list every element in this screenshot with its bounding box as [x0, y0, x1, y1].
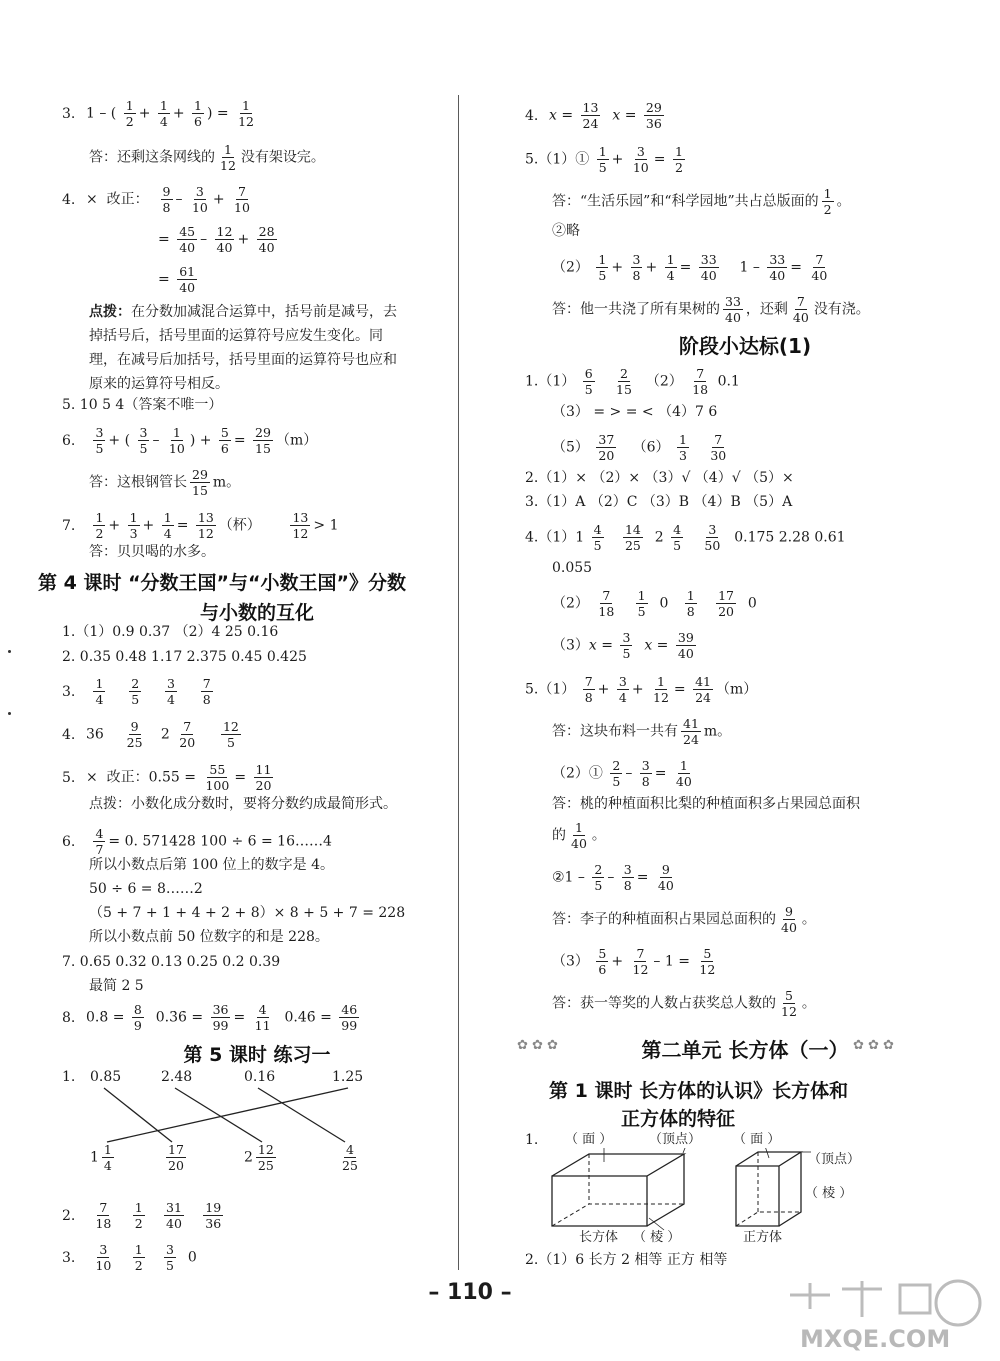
l5-bottom-0: 1 $\frac{1}{4}$ — [90, 1142, 112, 1173]
q4-line2: = $\frac{45}{40}$ – $\frac{12}{40}$ + $\frac{28}{40}$ — [158, 224, 275, 255]
page-number: – 110 – — [428, 1280, 512, 1305]
l4-q4: 4. 36 $\frac{9}{25}$ 2 $\frac{7}{20}$ $\frac{12}{5}$ — [62, 719, 239, 750]
site-watermark-logo — [780, 1275, 995, 1355]
margin-dot — [8, 712, 11, 715]
lesson4-title: 第 4 课时 “分数王国”与“小数王国”》分数 — [38, 572, 407, 594]
s-q4-1: 4.（1）1 $\frac{4}{5}$ $\frac{14}{25}$ 2 $\frac{4}{5}$ $\frac{3}{50}$ 0.175 2.28 0.61 — [525, 522, 846, 553]
q4-line3: = $\frac{61}{40}$ — [158, 264, 196, 295]
q4-tip-4: 原来的运算符号相反。 — [89, 376, 229, 392]
l5-bottom-1: $\frac{17}{20}$ — [168, 1142, 184, 1173]
cube-vertex-label: （顶点） — [808, 1152, 861, 1167]
unit2-lesson1-title-cont: 正方体的特征 — [621, 1108, 736, 1130]
l4-q6-line4: （5 + 7 + 1 + 4 + 2 + 8）× 8 + 5 + 7 = 228 — [89, 905, 406, 921]
l4-tip: 点拨：小数化成分数时，要将分数约成最简形式。 — [89, 796, 397, 812]
l4-q3: 3. $\frac{1}{4}$ $\frac{2}{5}$ $\frac{3}{4}$ $\frac{7}{8}$ — [62, 676, 211, 707]
q3-answer: 答：还剩这条网线的 $\frac{1}{12}$ 没有架设完。 — [89, 142, 325, 173]
q5: 5. 10 5 4（答案不唯一） — [62, 397, 223, 413]
l4-q5: 5. × 改正：0.55 = $\frac{55}{100}$ = $\frac{11}{20}$ — [62, 762, 272, 793]
r-q5-lue: ②略 — [552, 223, 580, 239]
s-q1-1: 1.（1） $\frac{6}{5}$ $\frac{2}{15}$ （2） $\frac{7}{18}$ 0.1 — [525, 366, 740, 397]
q4-line1: 4. × 改正： $\frac{9}{8}$ – $\frac{3}{10}$ + $\frac{7}{10}$ — [62, 184, 250, 215]
u2-q1: 1. — [525, 1132, 539, 1148]
l4-q1: 1.（1）0.9 0.37 （2）4 25 0.16 — [62, 624, 279, 640]
cuboid-figure — [549, 1148, 719, 1238]
l4-q6-line2: 所以小数点后第 100 位上的数字是 4。 — [89, 857, 334, 873]
lesson4-title-cont: 与小数的互化 — [199, 602, 314, 624]
svg-text:MXQE.COM: MXQE.COM — [800, 1325, 951, 1353]
l5-top-2: 0.16 — [244, 1069, 276, 1085]
unit2-lesson1-title: 第 1 课时 长方体的认识》长方体和 — [549, 1080, 849, 1102]
cube-figure — [733, 1148, 813, 1238]
l4-q8: 8. 0.8̇ = $\frac{8}{9}$ 0.3̇6̇ = $\frac{36}{99}$ = $\frac{4}{11}$ 0.4̇6̇ = $\frac{46}{99}$ — [62, 1002, 358, 1033]
r-q5-2: （2） $\frac{1}{5}$ + $\frac{3}{8}$ + $\frac{1}{4}$ = $\frac{33}{40}$ 1 – $\frac{33}{40}$ = $\frac{7}{40}$ — [552, 252, 828, 283]
s-q5-2-answer2: 的 $\frac{1}{40}$ 。 — [552, 820, 606, 851]
cuboid-edge-label: （ 棱 ） — [633, 1230, 681, 1245]
decor-right: ✿ ✿ ✿ — [853, 1038, 894, 1053]
s-q1-5: （5） $\frac{37}{20}$ （6） $\frac{1}{3}$ $\frac{7}{30}$ — [552, 432, 727, 463]
cuboid-name: 长方体 — [579, 1230, 619, 1245]
stage-title: 阶段小达标(1) — [678, 334, 812, 358]
l5-top-3: 1.25 — [332, 1069, 364, 1085]
l4-q6-line3: 50 ÷ 6 = 8……2 — [89, 881, 203, 897]
lesson5-title: 第 5 课时 练习一 — [183, 1044, 331, 1066]
q3-equation: 3. 1 – ( $\frac{1}{2}$ + $\frac{1}{4}$ + $\frac{1}{6}$ ) = $\frac{1}{12}$ — [62, 98, 254, 129]
q7-equation: 7. $\frac{1}{2}$ + $\frac{1}{3}$ + $\frac{1}{4}$ = $\frac{13}{12}$ （杯） $\frac{13}{12}$ > 1 — [62, 510, 339, 541]
s-q4-l2: 0.055 — [552, 560, 593, 576]
s-q3: 3.（1）A （2）C （3）B （4）B （5）A — [525, 494, 793, 510]
l4-q7: 7. 0.65 0.32 0.13 0.25 0.2 0.39 — [62, 954, 281, 970]
cube-name: 正方体 — [743, 1230, 783, 1245]
l4-q7-line2: 最简 2 5 — [89, 978, 144, 994]
q4-tip-2: 掉括号后，括号里面的运算符号应发生变化。同 — [89, 328, 383, 344]
l5-top-1: 2.48 — [161, 1069, 193, 1085]
q6-equation: 6. $\frac{3}{5}$ + ( $\frac{3}{5}$ – $\frac{1}{10}$ ) + $\frac{5}{6}$ = $\frac{29}{15}$ （m） — [62, 425, 318, 456]
r-q4: 4. x = $\frac{13}{24}$ x = $\frac{29}{36}$ — [525, 100, 662, 131]
u2-q2: 2.（1）6 长方 2 相等 正方 相等 — [525, 1252, 728, 1268]
l4-q6: 6. $\frac{4}{7}$ = 0. 571428 100 ÷ 6 = 16……4 — [62, 826, 332, 857]
cuboid-face-label: （ 面 ） — [565, 1132, 613, 1147]
q4-tip-1: 点拨：在分数加减混合运算中，括号前是减号，去 — [89, 304, 397, 320]
margin-dot — [8, 650, 11, 653]
cube-face-label: （ 面 ） — [733, 1132, 781, 1147]
s-q5-2b-answer: 答：李子的种植面积占果园总面积的 $\frac{9}{40}$ 。 — [552, 904, 816, 935]
r-q5-answer: 答：“生活乐园”和“科学园地”共占总版面的 $\frac{1}{2}$ 。 — [552, 186, 851, 217]
r-q5-1: 5.（1）① $\frac{1}{5}$ + $\frac{3}{10}$ = $\frac{1}{2}$ — [525, 144, 683, 175]
s-q5-2: （2）① $\frac{2}{5}$ – $\frac{3}{8}$ = $\frac{1}{40}$ — [552, 758, 692, 789]
l5-top-0: 0.85 — [90, 1069, 122, 1085]
q4-tip-3: 理，在减号后加括号，括号里面的运算符号也应和 — [89, 352, 397, 368]
s-q2: 2.（1）× （2）× （3）√ （4）√ （5）× — [525, 470, 794, 486]
s-q5-1: 5.（1） $\frac{7}{8}$ + $\frac{3}{4}$ + $\frac{1}{12}$ = $\frac{41}{24}$ （m） — [525, 674, 758, 705]
s-q5-2-answer: 答：桃的种植面积比梨的种植面积多占果园总面积 — [552, 796, 860, 812]
r-q5-2-answer: 答：他一共浇了所有果树的 $\frac{33}{40}$ ，还剩 $\frac{7}{40}$ 没有浇。 — [552, 294, 870, 325]
decor-left: ✿ ✿ ✿ — [517, 1038, 558, 1053]
l5-q3: 3. $\frac{3}{10}$ $\frac{1}{2}$ $\frac{3}{5}$ 0 — [62, 1242, 197, 1273]
unit2-title: 第二单元 长方体（一） — [641, 1038, 849, 1062]
s-q4-3: （3）x = $\frac{3}{5}$ x = $\frac{39}{40}$ — [552, 630, 694, 661]
l5-bottom-2: 2 $\frac{12}{25}$ — [244, 1142, 274, 1173]
cuboid-vertex-label: （顶点） — [649, 1132, 702, 1147]
column-divider — [458, 95, 459, 1270]
s-q5-2b: ②1 – $\frac{2}{5}$ – $\frac{3}{8}$ = $\frac{9}{40}$ — [552, 862, 674, 893]
l4-q6-line5: 所以小数点前 50 位数字的和是 228。 — [89, 929, 329, 945]
s-q5-answer: 答：这块布料一共有 $\frac{41}{24}$ m。 — [552, 716, 732, 747]
l4-q2: 2. 0.35 0.48 1.17 2.375 0.45 0.425 — [62, 649, 307, 665]
l5-q2: 2. $\frac{7}{18}$ $\frac{1}{2}$ $\frac{31}{40}$ $\frac{19}{36}$ — [62, 1200, 222, 1231]
matching-lines — [62, 1080, 382, 1150]
q6-answer: 答：这根钢管长 $\frac{29}{15}$ m。 — [89, 467, 241, 498]
l5-bottom-3: $\frac{4}{25}$ — [342, 1142, 358, 1173]
s-q1-3: （3） = > = < （4）7 6 — [552, 404, 718, 420]
s-q5-3-answer: 答：获一等奖的人数占获奖总人数的 $\frac{5}{12}$ 。 — [552, 988, 816, 1019]
q7-answer: 答：贝贝喝的水多。 — [89, 544, 215, 560]
cube-edge-label: （ 棱 ） — [805, 1186, 853, 1201]
s-q5-3: （3） $\frac{5}{6}$ + $\frac{7}{12}$ – 1 = $\frac{5}{12}$ — [552, 946, 716, 977]
s-q4-2: （2） $\frac{7}{18}$ $\frac{1}{5}$ 0 $\frac{1}{8}$ $\frac{17}{20}$ 0 — [552, 588, 757, 619]
l5-q1-top: 1. — [62, 1069, 76, 1085]
